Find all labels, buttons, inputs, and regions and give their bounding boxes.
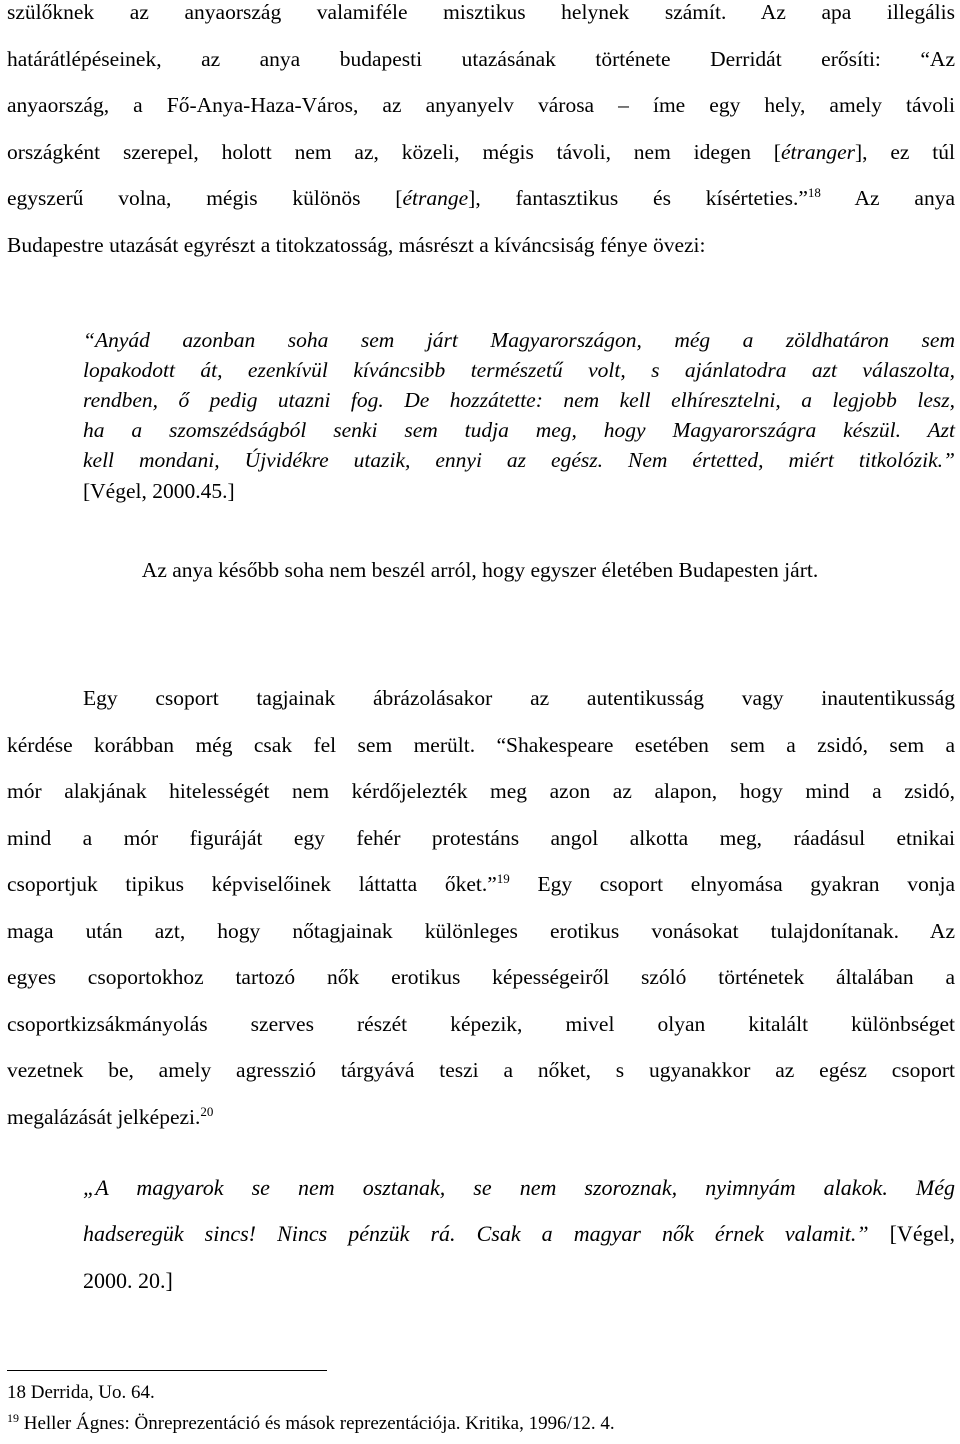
quote-citation: 2000. 20.] bbox=[83, 1268, 173, 1293]
quote-line: rendben, ő pedig utazni fog. De hozzátette: nem kell elhíresztelni, a legjobb lesz, bbox=[83, 388, 955, 412]
paragraph-line: kérdése korábban még csak fel sem merült. “Shakespeare esetében sem a zsidó, sem a bbox=[7, 733, 955, 757]
paragraph-line: Budapestre utazását egyrészt a titokzatosság, másrészt a kíváncsiság fénye övezi: bbox=[7, 233, 706, 257]
paragraph-line: csoportkizsákmányolás szerves részét képezik, mivel olyan kitalált különbséget bbox=[7, 1012, 955, 1036]
footnote-separator bbox=[7, 1370, 327, 1371]
footnote-19: $^{19}$ Heller Ágnes: Önreprezentáció és mások reprezentációja. Kritika, 1996/12. 4. bbox=[7, 1411, 615, 1434]
paragraph-line: Egy csoport tagjainak ábrázolásakor az autentikusság vagy inautentikusság bbox=[83, 686, 955, 710]
paragraph-line: egyes csoportokhoz tartozó nők erotikus képességeiről szóló történetek általában a bbox=[7, 965, 955, 989]
quote-line: ha a szomszédságból senki sem tudja meg, hogy Magyarországra készül. Azt bbox=[83, 418, 955, 442]
paragraph-line: határátlépéseinek, az anya budapesti utazásának története Derridát erősíti: “Az bbox=[7, 47, 955, 71]
paragraph-line: maga után azt, hogy nőtagjainak különleges erotikus vonásokat tulajdonítanak. Az bbox=[7, 919, 955, 943]
quote-line: kell mondani, Újvidékre utazik, ennyi az egész. Nem értetted, miért titkolózik.” bbox=[83, 448, 955, 472]
quote-line: “Anyád azonban soha sem járt Magyarországon, még a zöldhatáron sem bbox=[83, 328, 955, 352]
quote-line: lopakodott át, ezenkívül kíváncsibb természetű volt, s ajánlatodra azt válaszolta, bbox=[83, 358, 955, 382]
footnote-18: 18 Derrida, Uo. 64. bbox=[7, 1382, 155, 1403]
paragraph-line: mind a mór figuráját egy fehér protestáns angol alkotta meg, ráadásul etnikai bbox=[7, 826, 955, 850]
quote-line: „A magyarok se nem osztanak, se nem szoroznak, nyimnyám alakok. Még bbox=[83, 1175, 955, 1200]
footnote-ref: 20 bbox=[200, 1104, 214, 1119]
paragraph-line: egyszerű volna, mégis különös [étrange], fantasztikus és kísérteties.”$^{18}$ Az anya bbox=[7, 185, 955, 210]
quote-citation: [Végel, 2000.45.] bbox=[83, 479, 235, 503]
paragraph-line: csoportjuk tipikus képviselőinek láttatta őket.”$^{19}$ Egy csoport elnyomása gyakran vonja bbox=[7, 871, 955, 896]
paragraph-line: megalázását jelképezi.$^{20}$ bbox=[7, 1104, 214, 1129]
footnote-ref: 18 bbox=[807, 185, 821, 200]
quote-line: hadseregük sincs! Nincs pénzük rá. Csak a magyar nők érnek valamit.” [Végel, bbox=[83, 1221, 955, 1246]
paragraph-line: szülőknek az anyaország valamiféle misztikus helynek számít. Az apa illegális bbox=[7, 0, 955, 24]
footnote-ref: 19 bbox=[496, 871, 510, 886]
centered-line: Az anya később soha nem beszél arról, hogy egyszer életében Budapesten járt. bbox=[141, 558, 819, 582]
paragraph-line: anyaország, a Fő-Anya-Haza-Város, az anyanyelv városa – íme egy hely, amely távoli bbox=[7, 93, 955, 117]
paragraph-line: vezetnek be, amely agresszió tárgyává teszi a nőket, s ugyanakkor az egész csoport bbox=[7, 1058, 955, 1082]
paragraph-line: mór alakjának hitelességét nem kérdőjelezték meg azon az alapon, hogy mind a zsidó, bbox=[7, 779, 955, 803]
paragraph-line: országként szerepel, holott nem az, közeli, mégis távoli, nem idegen [étranger], ez túl bbox=[7, 140, 955, 164]
